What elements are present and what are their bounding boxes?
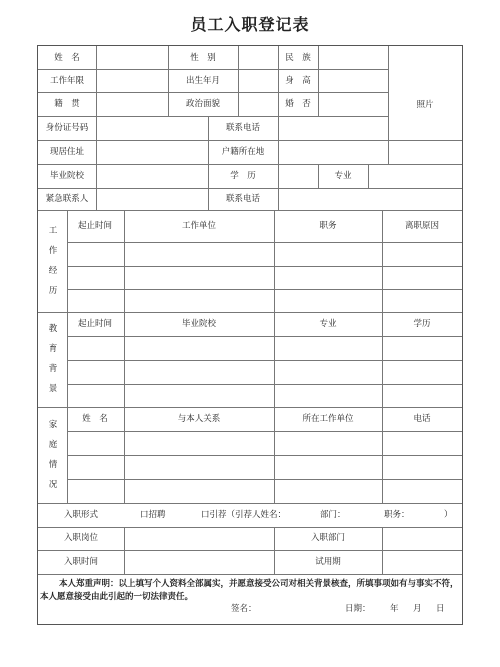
edu-header-school: 毕业院校 [181, 319, 217, 329]
native-place-label: 籍 贯 [54, 99, 80, 109]
emergency-phone-label: 联系电话 [225, 194, 261, 204]
date-label: 日期： [345, 604, 371, 614]
name-label: 姓 名 [54, 53, 80, 63]
entry-department-label: 入职部门 [310, 533, 346, 543]
form-title: 员工入职登记表 [190, 15, 310, 34]
work-header-reason: 离职原因 [404, 221, 440, 231]
declaration-text: 本人郑重声明：以上填写个人资料全部属实，并愿意接受公司对相关背景核查，所填事项如有与事实不符，本人愿意接受由此引起的一切法律责任。 [40, 579, 459, 602]
address-label: 现居住址 [49, 147, 85, 157]
height-label: 身 高 [285, 76, 311, 86]
political-status-label: 政治面貌 [185, 99, 221, 109]
emergency-contact-label: 紧急联系人 [45, 194, 89, 204]
entry-position-label: 入职岗位 [63, 533, 99, 543]
photo-label: 照片 [416, 100, 434, 110]
work-years-label: 工作年限 [49, 76, 85, 86]
signature-label: 签名： [231, 604, 257, 614]
family-header-employer: 所在工作单位 [302, 414, 354, 424]
birth-label: 出生年月 [185, 76, 221, 86]
education-section-label: 教育背景 [48, 324, 58, 394]
year-label: 年 [390, 604, 399, 614]
gender-label: 性 别 [190, 53, 216, 63]
marital-status-label: 婚 否 [285, 99, 311, 109]
work-header-position: 职务 [319, 221, 337, 231]
degree-label: 学 历 [230, 171, 256, 181]
referrer-title-label: 职务： [384, 510, 410, 520]
hukou-label: 户籍所在地 [221, 147, 265, 157]
school-label: 毕业院校 [49, 171, 85, 181]
major-label: 专业 [334, 171, 352, 181]
entry-time-label: 入职时间 [63, 557, 99, 567]
id-number-label: 身份证号码 [45, 123, 89, 133]
entry-form-label: 入职形式 [63, 510, 99, 520]
edu-header-degree: 学历 [413, 319, 431, 329]
probation-label: 试用期 [315, 557, 341, 567]
ethnicity-label: 民 族 [285, 53, 311, 63]
edu-header-major: 专业 [319, 319, 337, 329]
work-header-period: 起止时间 [77, 221, 113, 231]
family-header-name: 姓 名 [82, 414, 108, 424]
day-label: 日 [436, 604, 445, 614]
edu-header-period: 起止时间 [77, 319, 113, 329]
referral-checkbox[interactable]: 口引荐（引荐人姓名： [201, 510, 287, 520]
work-header-employer: 工作单位 [181, 221, 217, 231]
family-header-relation: 与本人关系 [177, 414, 221, 424]
month-label: 月 [413, 604, 422, 614]
family-section-label: 家庭情况 [48, 420, 58, 490]
recruit-checkbox[interactable]: 口招聘 [140, 510, 166, 520]
registration-form [37, 45, 463, 625]
close-paren: ） [444, 510, 453, 520]
family-header-phone: 电话 [413, 414, 431, 424]
work-section-label: 工作经历 [48, 226, 58, 296]
referrer-dept-label: 部门： [320, 510, 346, 520]
phone-label: 联系电话 [225, 123, 261, 133]
